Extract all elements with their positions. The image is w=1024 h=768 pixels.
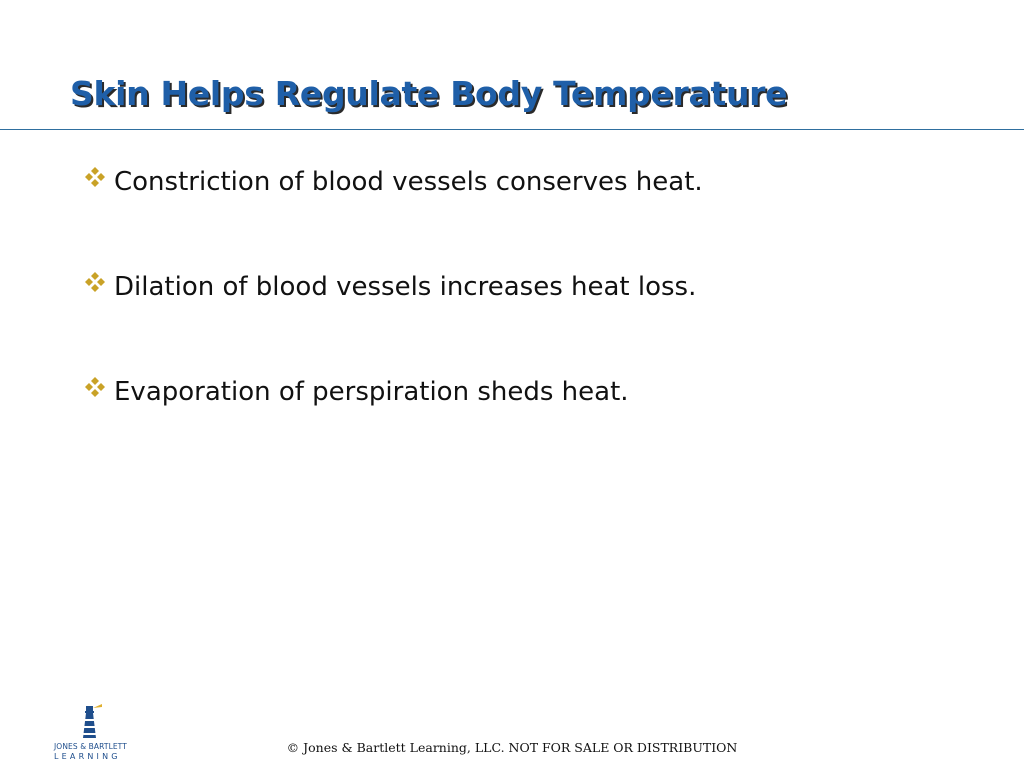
diamond-cluster-icon (84, 376, 106, 398)
diamond-cluster-icon (84, 271, 106, 293)
logo-wordmark-bottom: LEARNING (54, 752, 121, 761)
bullet-item (84, 164, 703, 269)
title-divider (0, 129, 1024, 130)
bullet-item (84, 374, 703, 479)
bullet-list (84, 164, 703, 479)
copyright-notice: © Jones & Bartlett Learning, LLC. NOT FOR SALE OR DISTRIBUTION (286, 740, 738, 755)
slide-title: Skin Helps Regulate Body Temperature (70, 74, 788, 113)
bullet-text: Constriction of blood vessels conserves heat. (114, 167, 703, 197)
diamond-cluster-icon (84, 166, 106, 188)
bullet-text: Evaporation of perspiration sheds heat. (114, 377, 629, 407)
bullet-item (84, 269, 703, 374)
logo-wordmark-top: JONES & BARTLETT (54, 742, 127, 751)
lighthouse-icon (78, 704, 104, 744)
bullet-text: Dilation of blood vessels increases heat loss. (114, 272, 697, 302)
